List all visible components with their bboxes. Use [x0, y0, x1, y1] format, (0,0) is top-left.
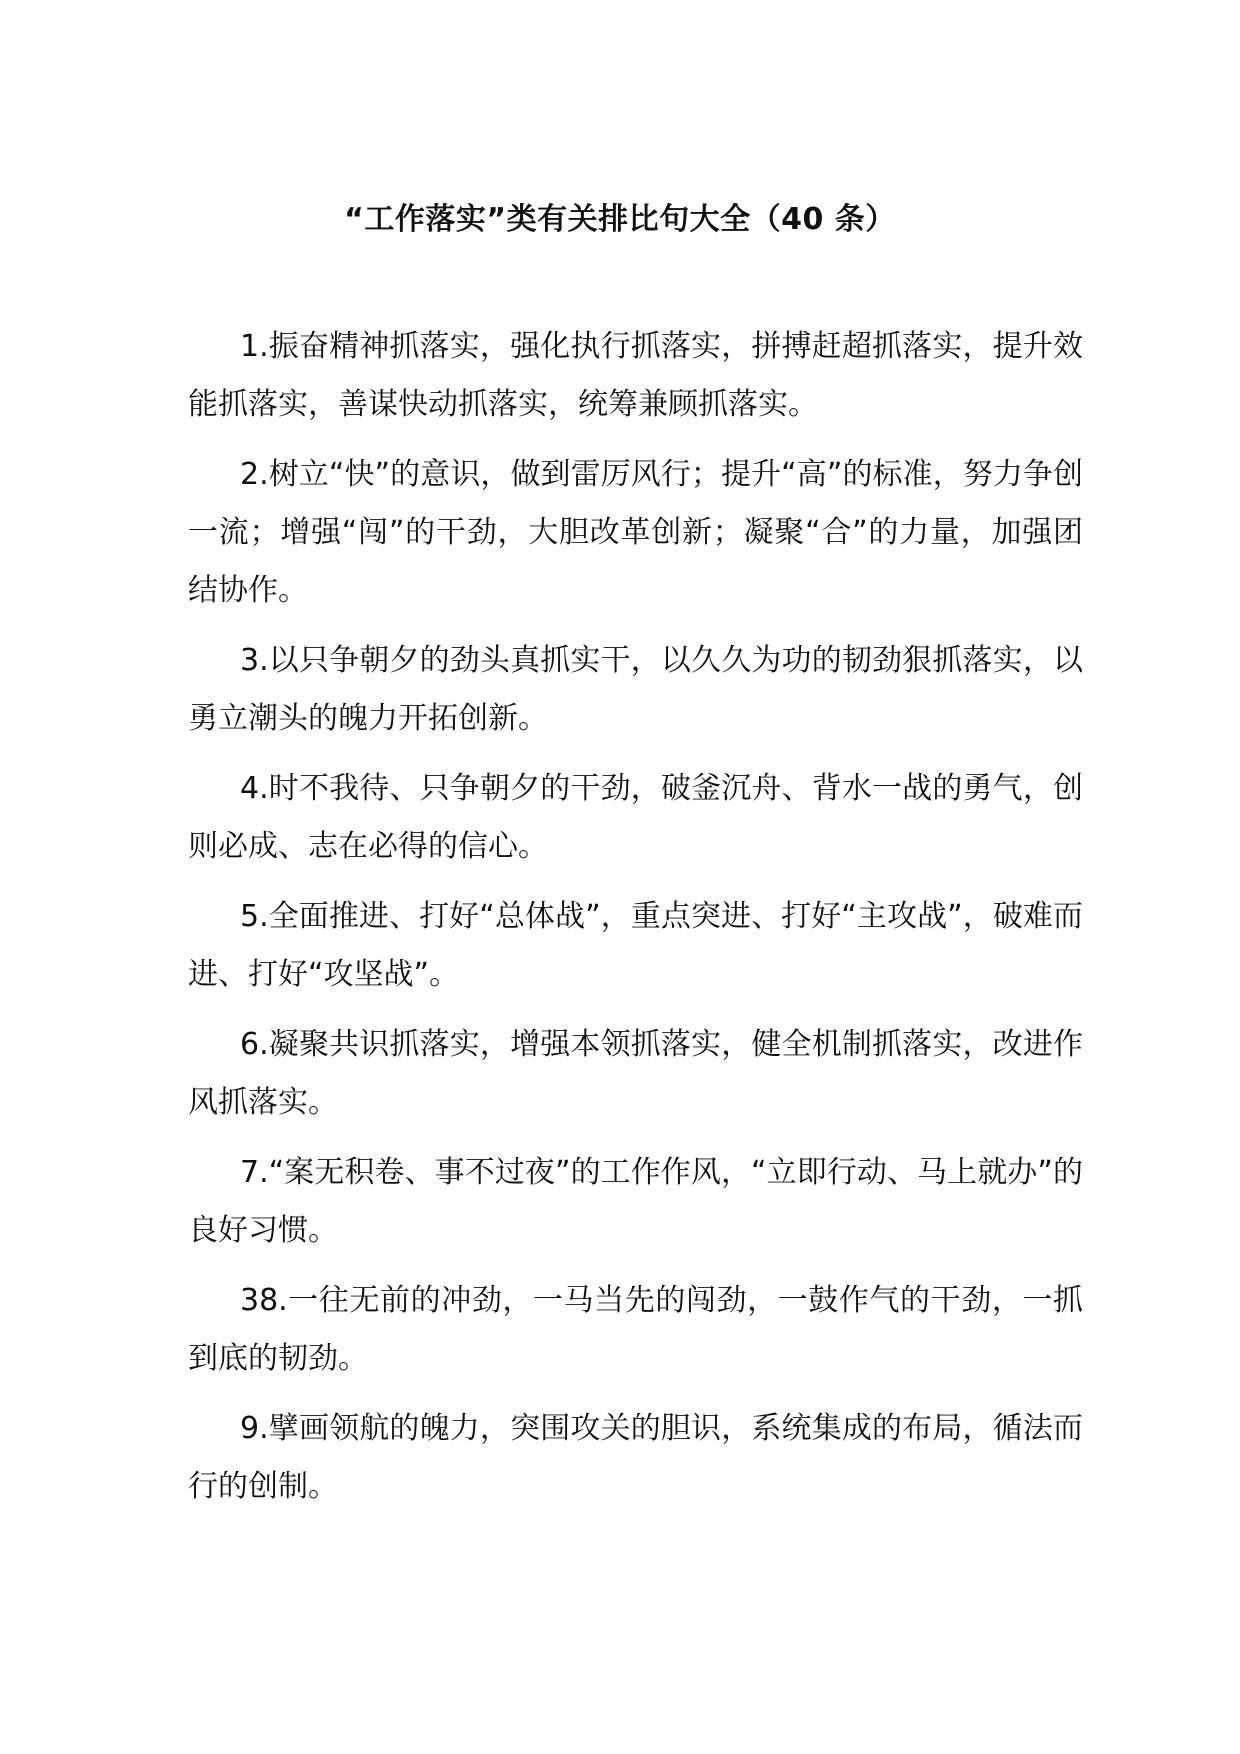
list-item: 5.全面推进、打好“总体战”，重点突进、打好“主攻战”，破难而进、打好“攻坚战”。 [188, 899, 1083, 992]
list-item: 3.以只争朝夕的劲头真抓实干，以久久为功的韧劲狠抓落实，以勇立潮头的魄力开拓创新。 [188, 643, 1083, 736]
list-item: 2.树立“快”的意识，做到雷厉风行；提升“高”的标准，努力争创一流；增强“闯”的干劲，大胆改革创新；凝聚“合”的力量，加强团结协作。 [188, 457, 1083, 608]
list-item: 4.时不我待、只争朝夕的干劲，破釜沉舟、背水一战的勇气，创则必成、志在必得的信心。 [188, 771, 1083, 864]
item-list [188, 318, 1083, 1528]
list-item: 7.“案无积卷、事不过夜”的工作作风，“立即行动、马上就办”的良好习惯。 [188, 1155, 1083, 1248]
list-item: 1.振奋精神抓落实，强化执行抓落实，拼搏赶超抓落实，提升效能抓落实，善谋快动抓落实，统筹兼顾抓落实。 [188, 329, 1083, 422]
list-item: 38.一往无前的冲劲，一马当先的闯劲，一鼓作气的干劲，一抓到底的韧劲。 [188, 1283, 1083, 1376]
list-item: 6.凝聚共识抓落实，增强本领抓落实，健全机制抓落实，改进作风抓落实。 [188, 1027, 1083, 1120]
document-title: “工作落实”类有关排比句大全（40 条） [344, 202, 896, 237]
list-item: 9.擘画领航的魄力，突围攻关的胆识，系统集成的布局，循法而行的创制。 [188, 1411, 1083, 1504]
